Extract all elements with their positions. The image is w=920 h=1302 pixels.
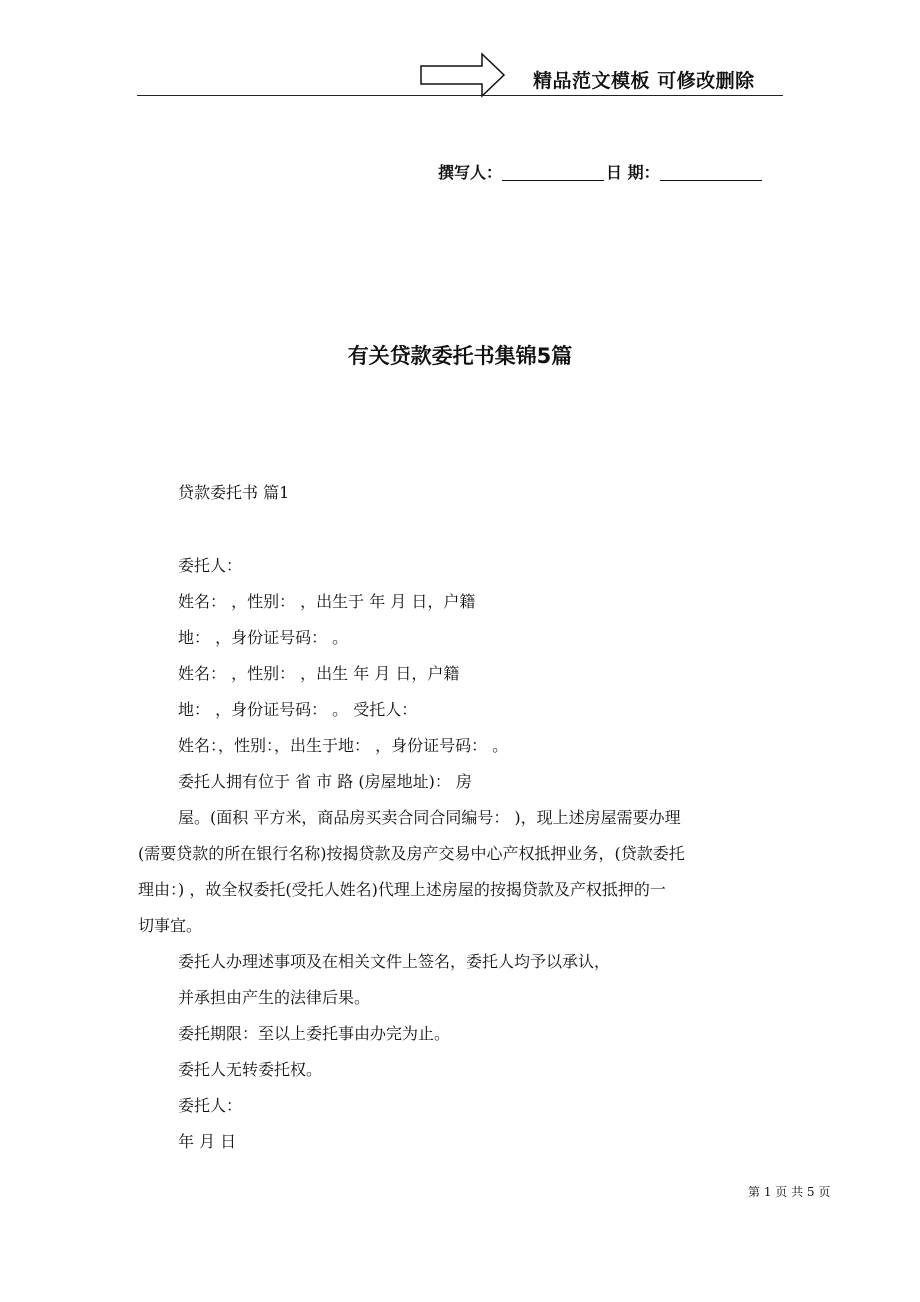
body-line: 理由：) ，故全权委托(受托人姓名)代理上述房屋的按揭贷款及产权抵押的一	[138, 880, 666, 899]
body-line: 委托人：	[178, 556, 243, 575]
page-number: 第 1 页 共 5 页	[748, 1185, 831, 1199]
body-line: 姓名：，性别：，出生于地： ，身份证号码： 。	[178, 736, 509, 755]
section-heading: 贷款委托书 篇1	[178, 483, 290, 502]
body-line: 委托期限：至以上委托事由办完为止。	[178, 1024, 451, 1043]
body-line: 地： ，身份证号码： 。	[178, 628, 349, 647]
document-title: 有关贷款委托书集锦5篇	[347, 344, 573, 368]
body-line: 年 月 日	[178, 1132, 237, 1151]
body-line: 委托人无转委托权。	[178, 1060, 323, 1079]
body-line: 姓名： ，性别： ，出生 年 月 日，户籍	[178, 664, 460, 683]
author-label: 撰写人：	[438, 163, 503, 182]
body-line: 切事宜。	[138, 916, 203, 935]
body-line: 委托人拥有位于 省 市 路 (房屋地址)： 房	[178, 772, 472, 791]
body-line: 地： ，身份证号码： 。 受托人：	[178, 700, 418, 719]
body-line: 委托人办理述事项及在相关文件上签名，委托人均予以承认，	[178, 952, 611, 971]
date-label: 日 期：	[606, 163, 660, 182]
body-line: (需要贷款的所在银行名称)按揭贷款及房产交易中心产权抵押业务，(贷款委托	[138, 844, 685, 863]
banner-text: 精品范文模板 可修改删除	[533, 70, 755, 92]
arrow-right-icon	[420, 52, 506, 98]
body-line: 委托人：	[178, 1096, 243, 1115]
date-blank[interactable]	[660, 164, 762, 181]
body-line: 屋。(面积 平方米，商品房买卖合同合同编号： )，现上述房屋需要办理	[178, 808, 681, 827]
header-rule	[137, 95, 783, 96]
body-line: 姓名： ，性别： ，出生于 年 月 日，户籍	[178, 592, 476, 611]
author-blank[interactable]	[502, 164, 604, 181]
author-date-line	[438, 160, 764, 183]
body-line: 并承担由产生的法律后果。	[178, 988, 371, 1007]
